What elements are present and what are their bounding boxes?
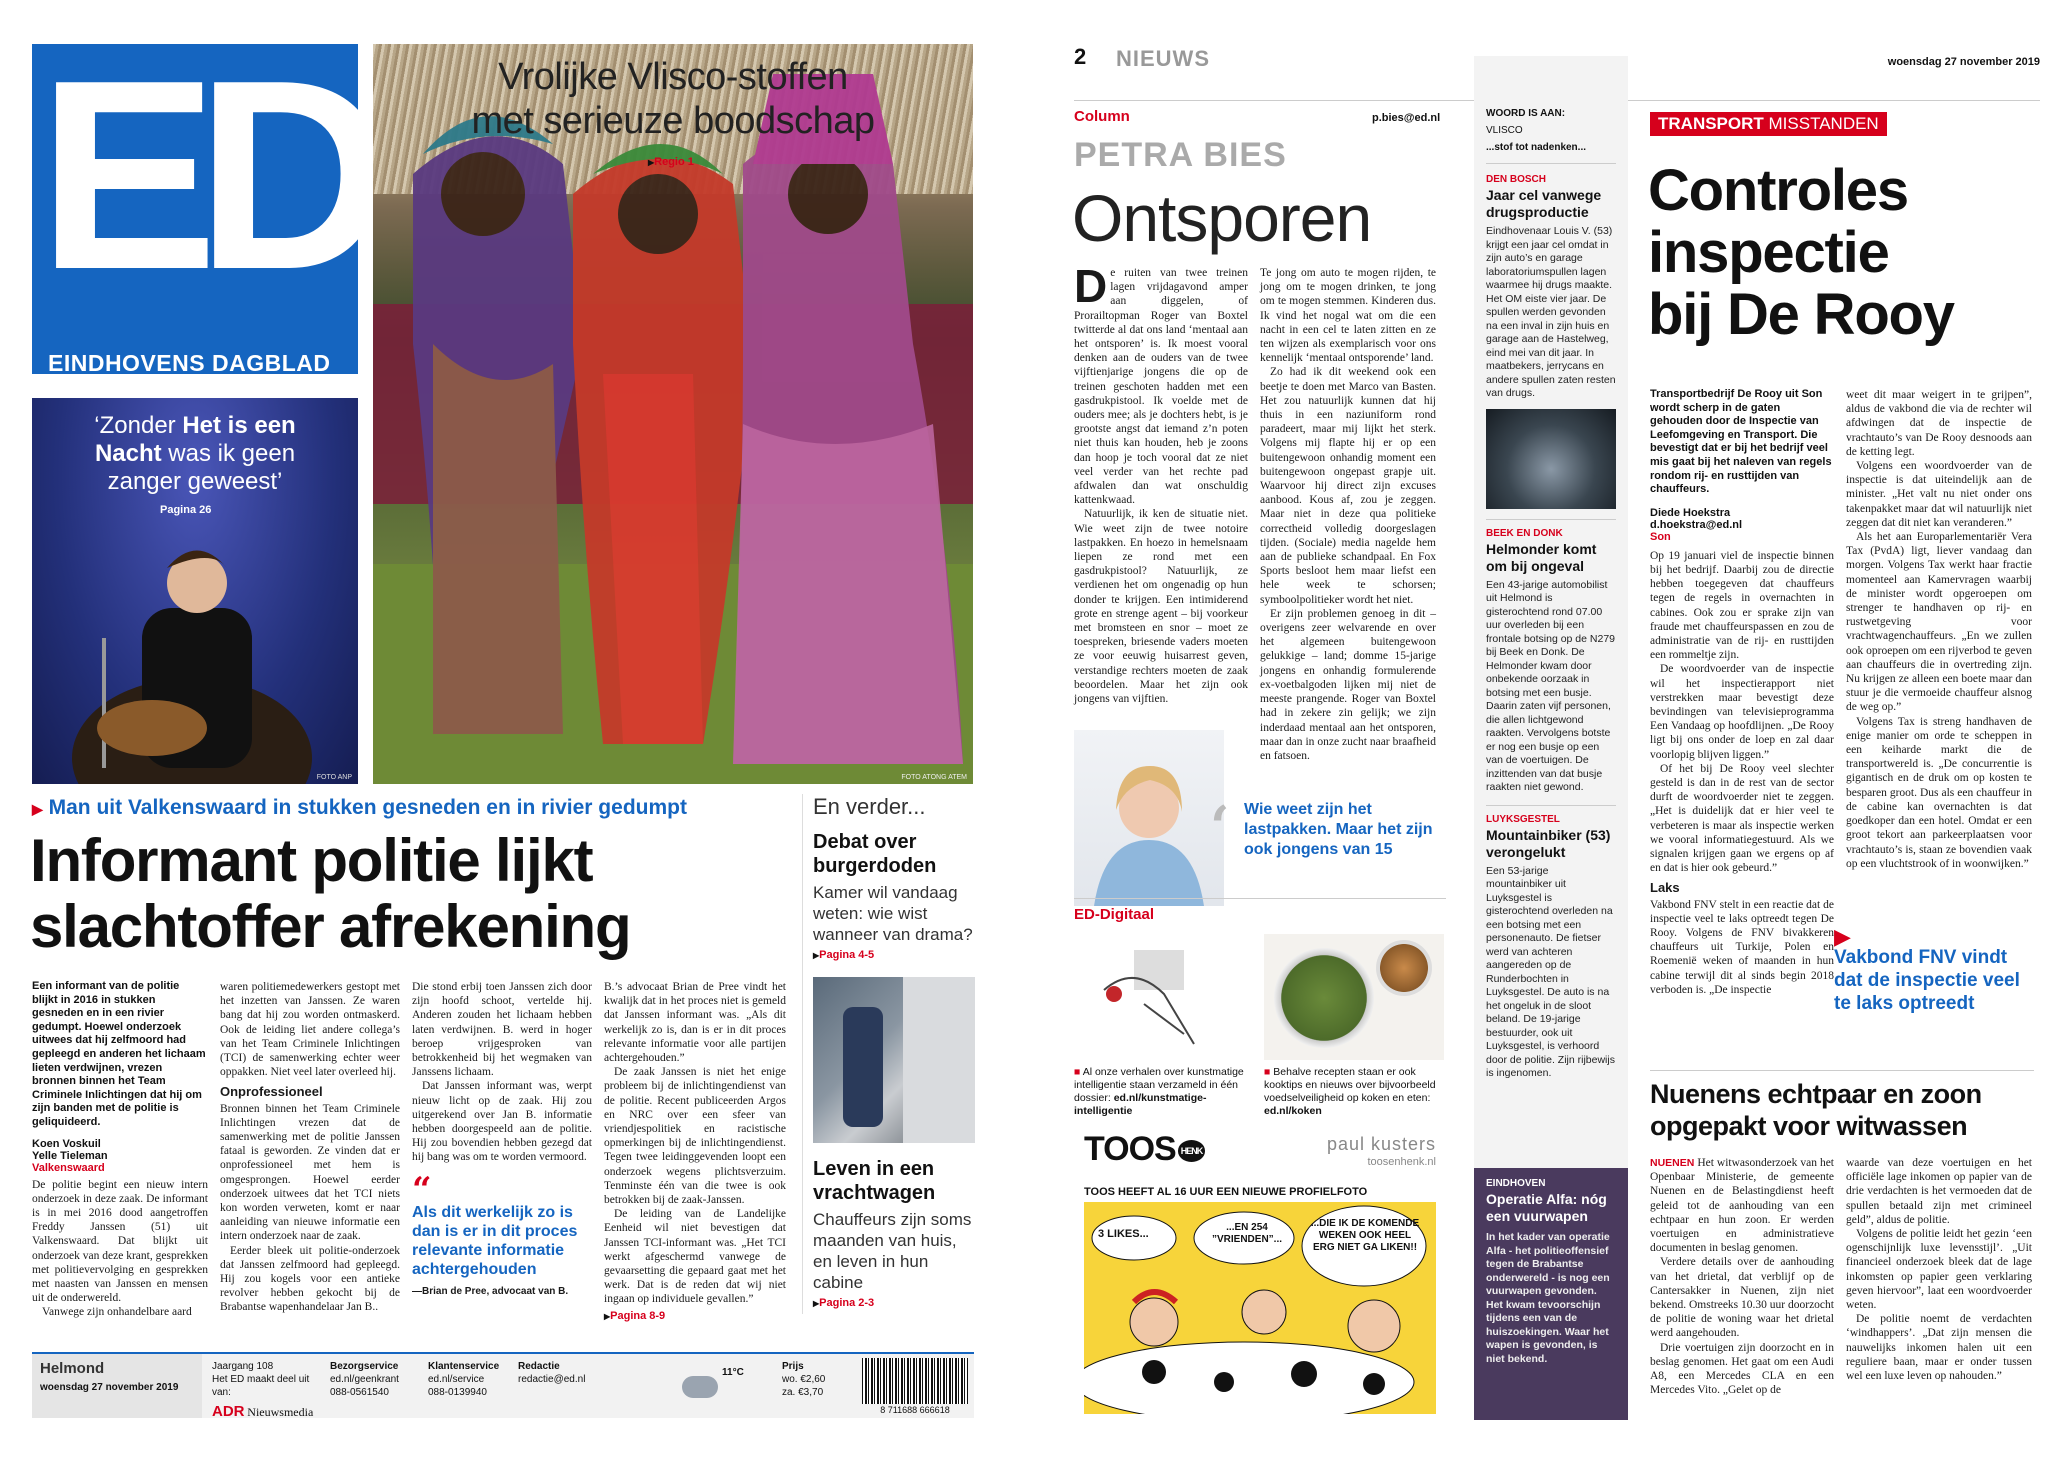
- brief-3-loc: LUYKSGESTEL: [1486, 813, 1560, 825]
- brief-1-loc: DEN BOSCH: [1486, 174, 1547, 185]
- transport-quote: ▶ Vakbond FNV vindt dat de inspectie veel te laks optreedt: [1834, 924, 2020, 1014]
- adr-logo: ADR Nieuwsmedia: [212, 1403, 314, 1420]
- brief-1-photo: [1486, 409, 1616, 509]
- main-col-4: B.’s advocaat Brian de Pree vindt het kwalijk dat in het proces niet is gemeld dat Janssen informant was. „Als dit werkelijk zo is, dan is er in dit proces relevante informatie voor alle partijen achtergehouden.” De zaak Janssen is niet het enige probleem bij de inlichtingendienst van de politie. Recent publiceerden Argos en NRC over een sfeer van vriendjespolitiek en racistische opmerkingen bij de inlichtingendienst. Tegen twee leidinggevenden loopt een onderzoek wegens plichtsverzuim. Tenminste één van die twee is ook betrokken bij de zaak-Janssen. De leiding van de Landelijke Eenheid wil niet bevestigen dat Janssen TCI-informant was. „Het TCI werkt afgeschermd vanwege de gevaarsetting die gepaard gaat met het werk. Dat is de reden dat wij niet ingaan op individuele gevallen.” ▶ Pagina 8-9: [604, 980, 786, 1324]
- transport-author: Diede Hoekstra: [1650, 506, 1731, 519]
- barcode: [862, 1358, 968, 1404]
- digitaal-image-2: [1264, 934, 1444, 1060]
- column-email[interactable]: p.bies@ed.nl: [1372, 112, 1441, 124]
- brief-2-loc: BEEK EN DONK: [1486, 527, 1563, 539]
- main-kicker: ▶ Man uit Valkenswaard in stukken gesneden en in rivier gedumpt: [32, 796, 687, 819]
- brief-4-loc: EINDHOVEN: [1486, 1178, 1546, 1189]
- comic-panel: [1084, 1202, 1436, 1414]
- transport-lead: Transportbedrijf De Rooy uit Son wordt scherp in de gaten gehouden door de Inspectie van Leefomgeving en Transport. Die bevestigt dat er bij het bedrijf veel mis gaat bij het naleven van regels rondom rij- en rusttijden van chauffeurs.: [1650, 388, 1832, 496]
- front-footer: Helmond woensdag 27 november 2019 Jaargang 108 Het ED maakt deel uit van: ADR Nieuwsmedia Bezorgservice ed.nl/geenkrant 088-0561540 Klantenservice ed.nl/service 088-0139940 Redactie redactie@ed.nl 11°C Prijs wo. €2,60 za. €3,70 8 711688 666618: [32, 1352, 974, 1418]
- hero-title-1: Vrolijke Vlisco-stoffen: [498, 56, 848, 98]
- teaser-quote: ‘Zonder Het is een Nacht was ik geen zanger geweest’: [94, 412, 296, 495]
- verder-ref1[interactable]: ▶ Pagina 4-5: [813, 949, 974, 961]
- woord-who: VLISCO: [1486, 125, 1523, 136]
- main-author-1: Koen Voskuil: [32, 1137, 101, 1150]
- logo-name: EINDHOVENS DAGBLAD: [48, 350, 331, 376]
- brief-4-box[interactable]: [1474, 1168, 1628, 1420]
- briefs-column: [1474, 56, 1628, 1420]
- main-lead: Een informant van de politie blijkt in 2016 in stukken gesneden en in een rivier gedumpt. Hoewel onderzoek uitwees dat hij zelfmoord had gepleegd en anderen het lichaam lieten verdwijnen, vrezen bronnen binnen het Team Criminele Inlichtingen dat hij om zijn banden met de politie is geliquideerd.: [32, 980, 206, 1128]
- nuenen-col-2: waarde van deze voertuigen en het officiële lage inkomen op papier van de drie verdachten is het vermoeden dat de spullen betaald zijn met crimineel geld”, aldus de politie. Volgens de politie leidt het gezin ‘een ogenschijnlijk luxe levensstijl’. „Uit financieel onderzoek bleek dat de lage inkomsten op papier geen verklaring geven hiervoor”, laat een woordvoerder weten. De politie noemt de verdachten ‘windhappers’. „Dat zijn mensen die nauwelijks inkomen halen uit een reguliere baan, maar er onder tussen wel een luxe leven op nahouden.”: [1846, 1157, 2032, 1383]
- nuenen-col-1: NUENEN Het witwasonderzoek van het Openbaar Ministerie, de gemeente Nuenen en de Belastingdienst heeft geleid tot de aanhouding van een echtpaar en hun zoon. Er werden voertuigen en administratieve documenten in beslag genomen. Verdere details over de aanhouding van het drietal, dat verblijf op de Cantersakker in Nuenen, zijn niet bekend. Omstreeks 10.30 uur doorzocht de politie de woning waar het drietal werd aangehouden. Drie voertuigen zijn doorzocht en in beslag genomen. Het gaat om een Audi A8, een Mercedes CLA en een Mercedes Vito. „Gelet op de: [1650, 1157, 1834, 1397]
- verder-t1: Kamer wil vandaag weten: wie wist wanneer van drama?: [813, 883, 973, 944]
- page-date: woensdag 27 november 2019: [1887, 56, 2040, 68]
- teaser-credit: FOTO ANP: [316, 774, 352, 781]
- comic-bubble-1: 3 LIKES...: [1098, 1228, 1149, 1240]
- main-subhead: Onprofessioneel: [220, 1084, 323, 1100]
- brief-3-head[interactable]: Mountainbiker (53) verongelukt: [1486, 826, 1611, 860]
- hero-title-2: met serieuze boodschap: [471, 100, 875, 142]
- column-title: Ontsporen: [1072, 181, 1372, 255]
- ed-logo: [32, 25, 370, 376]
- dropcap: D: [1074, 260, 1108, 312]
- main-col-3: Die stond erbij toen Janssen zich door zijn hoofd schoot, vertelde hij. Anderen zouden het lichaam hebben laten verdwijnen. B. werd in hoger beroep vrijgesproken van betrokkenheid bij het wegmaken van Janssens lichaam. Dat Janssen informant was, werpt nieuw licht op de zaak. Hij zou uitgerekend over Jan B. informatie hebben doorgespeeld aan de politie. Hij zou bovendien hebben gezegd dat hij bang was om te worden vermoord. “ Als dit werkelijk zo is dan is er in dit proces relevante informatie achtergehouden —Brian de Pree, advocaat van B.: [412, 980, 592, 1299]
- woord-quote: ...stof tot nadenken...: [1486, 142, 1587, 153]
- hero-photo: [373, 44, 973, 784]
- comic-site: toosenhenk.nl: [1367, 1156, 1436, 1168]
- brief-2-head[interactable]: Helmonder komt om bij ongeval: [1486, 540, 1597, 574]
- weather-icon: [682, 1376, 718, 1398]
- verder-photo: [813, 977, 975, 1143]
- main-col-2: waren politiemedewerkers gestopt met het inzetten van Janssen. Ze waren bang dat hij zou worden ontmaskerd. Ook de leiding liet andere collega’s van het Team Criminele Inlichtingen (TCI) de samenwerking echter weer oppakken. Niet veel later overleed hij. Onprofessioneel Bronnen binnen het Team Criminele Inlichtingen vrezen dat de samenwerking met de politie Janssen fataal is geworden. Ze vinden dat er onprofessioneel met hem is omgesprongen. Hoewel eerder onderzoek uitwees dat het TCI niets kon worden verweten, komt er naar aanleiding van nieuwe informatie een intern onderzoek naar de zaak. Eerder bleek uit politie-onderzoek dat Janssen zelfmoord had gepleegd. Hij zou kogels voor een antieke revolver hebben gekocht bij de Brabantse wapenhandelaar Jan B..: [220, 981, 400, 1314]
- main-col-1: Een informant van de politie blijkt in 2016 in stukken gesneden en in een rivier gedumpt. Hoewel onderzoek uitwees dat hij zelfmoord had gepleegd en anderen het lichaam lieten verdwijnen, vrezen bronnen binnen het Team Criminele Inlichtingen dat hij om zijn banden met de politie is geliquideerd. Koen Voskuil Yelle Tieleman Valkenswaard De politie begint een nieuw intern onderzoek in deze zaak. De informant is in mei 2016 dood aangetroffen Freddy Janssen (51) uit Valkenswaard. Dat blijkt uit onderzoek van deze krant, gesprekken met politievervolging en gesprekken met naasten van Janssen en mensen uit de onderwereld. Vanwege zijn onhandelbare aard: [32, 980, 208, 1319]
- comic-bubble-2: ...EN 254 ”VRIENDEN”...: [1211, 1222, 1282, 1245]
- column-col-1: De ruiten van twee treinen lagen vrijdagavond amper aan diggelen, of Prorailtopman Roger van Boxtel twitterde al dat ons land ‘mentaal aan het ontsporen’ is. Ik moest vooral denken aan de ouders van de twee vijftienjarige jongens die op de treinen geschoten hadden met een gasdrukpistool. Ik voelde met de ouders mee; als je dochters hebt, is je grootste angst dat iemand z’n poten niet thuis kan houden, heb je zoons dan hoop je toch vooral dat ze niet veel verder van het rechte pad afdwalen dan wat onschuldig kattenkwaad. Natuurlijk, ik ken de situatie niet. Wie weet zijn de twee notoire lastpakken. En hoezo in hemelsnaam liepen ze rond met een gasdrukpistool? Natuurlijk, ze verdienen het om ongenadig op hun donder te krijgen. Een intimiderend grote en strenge agent – bij voorkeur met bromsteen en snor – moet ze toespreken, briesende vaders moeten ze voor eeuwig huisarrest geven, verstandige rechters moeten de zaak beoordelen. Maar het zijn ook jongens van vijftien.: [1074, 260, 1248, 706]
- main-author-2: Yelle Tieleman: [32, 1149, 108, 1162]
- comic: [1084, 1130, 1436, 1420]
- nuenen-headline: Nuenens echtpaar en zoon opgepakt voor witwassen: [1650, 1079, 1982, 1141]
- footer-temp: 11°C: [722, 1367, 744, 1378]
- digitaal-label: ED-Digitaal: [1074, 906, 1155, 923]
- comic-bubble-3: ...DIE IK DE KOMENDE WEKEN OOK HEEL ERG NIET GA LIKEN!!: [1310, 1218, 1420, 1253]
- digitaal-image-1: [1074, 934, 1252, 1060]
- transport-email[interactable]: d.hoekstra@ed.nl: [1650, 518, 1743, 531]
- verder-h1[interactable]: Debat over burgerdoden: [813, 831, 937, 877]
- verder-t2: Chauffeurs zijn soms maanden van huis, en leven in hun cabine: [813, 1210, 972, 1292]
- brief-4-text: In het kader van operatie Alfa - het politieoffensief tegen de Brabantse onderwereld - is nog een vuurwapen gevonden. Het kwam tevoorschijn tijdens een van de huiszoekingen. Waar het wapen is gevonden, is niet bekend.: [1486, 1231, 1610, 1365]
- page-number: 2: [1074, 44, 1087, 69]
- teaser-ref[interactable]: Pagina 26: [160, 504, 212, 516]
- hero-credit: FOTO ATONG ATEM: [901, 774, 967, 781]
- hero-ref[interactable]: ▶ Regio 1: [648, 156, 694, 168]
- news-page: [1060, 0, 2048, 1470]
- transport-place: Son: [1650, 530, 1671, 543]
- digitaal-caption-2: ■ Behalve recepten staan er ook kooktips en nieuws over bijvoorbeeld voedselveiligheid op koken en eten: ed.nl/koken: [1264, 1066, 1436, 1117]
- barcode-number: 8 711688 666618: [880, 1405, 950, 1415]
- section-name: NIEUWS: [1116, 46, 1210, 71]
- verder-h2[interactable]: Leven in een vrachtwagen: [813, 1158, 936, 1204]
- verder-title: En verder...: [813, 794, 926, 819]
- front-page: [0, 0, 1000, 1470]
- brief-2-text: Een 43-jarige automobilist uit Helmond is gisterochtend rond 07.00 uur overleden bij een frontale botsing op de N279 bij Beek en Donk. De Helmonder kwam door onbekende oorzaak in botsing met een busje. Daarin zaten vijf personen, die allen lichtgewond raakten. Vervolgens botste er nog een busje op een van de voertuigen. De inzittenden van dat busje raakten niet gewond.: [1486, 578, 1616, 793]
- brief-1-text: Eindhovenaar Louis V. (53) krijgt een jaar cel omdat in zijn auto’s en garage laboratoriumspullen lagen waarmee hij drugs maakte. Het OM eiste vier jaar. De spullen werden gevonden na een inval in zijn huis en garage aan de Hastelweg, eind mei van dit jaar. In maatbekers, jerrycans en andere spullen zaten resten van drugs.: [1486, 225, 1616, 399]
- logo-letters: ED: [38, 25, 370, 326]
- transport-label: TRANSPORT MISSTANDEN: [1650, 112, 1887, 136]
- digitaal-caption-1: ■ Al onze verhalen over kunstmatige intelligentie staan verzameld in één dossier: ed.nl/kunstmatige-intelligentie: [1074, 1066, 1244, 1117]
- transport-col-2: weet dit maar weigert in te grijpen”, aldus de vakbond die via de rechter wil afdwingen dat de inspectie de vrachtauto’s van De Rooy desnoods aan de ketting legt. Volgens een woordvoerder van de inspectie is dat uiteindelijk aan de minister. „Het valt nu niet onder ons takenpakket maar dat wil natuurlijk niet zeggen dat dit niet kan veranderen.” Als het aan Europarlementariër Vera Tax (PvdA) ligt, liever vandaag dan morgen. Volgens Tax werkt haar fractie momenteel aan Kamervragen waarbij de minister wordt opgeroepen om strenger te handhaven op rij- en rustwetgeving voor vrachtwagenchauffeurs. „En we zullen ook oproepen om een rijverbod te geven aan chauffeurs die in overtreding zijn. Nu krijgen ze alleen een boete maar dan stuur je die vermoeide chauffeur alsnog de weg op.” Volgens Tax is streng handhaven de enige manier om orde te scheppen in een keiharde markt die de transportwereld is. „De concurrentie is gigantisch en de druk om op kosten te besparen groot. Dus als een chauffeur in de cabine kan overnachten is dat goedkoper dan een hotel. Omdat er een groot tekort aan parkeerplaatsen voor vrachtauto’s is, staan ze bovendien vaak op een vluchtstrook of in woonwijken.”: [1846, 389, 2032, 870]
- main-headline: Informant politie lijkt slachtoffer afrekening: [30, 827, 631, 960]
- verder-ref2[interactable]: ▶ Pagina 2-3: [813, 1297, 974, 1309]
- column-photo: [1074, 730, 1224, 906]
- brief-4-head: Operatie Alfa: nóg een vuurwapen: [1486, 1191, 1607, 1224]
- main-ref[interactable]: ▶ Pagina 8-9: [604, 1309, 786, 1324]
- main-pullquote: “ Als dit werkelijk zo is dan is er in dit proces relevante informatie achtergehouden —Brian de Pree, advocaat van B.: [412, 1169, 578, 1297]
- transport-col-1: Transportbedrijf De Rooy uit Son wordt scherp in de gaten gehouden door de Inspectie van Leefomgeving en Transport. Die bevestigt dat er bij het bedrijf veel mis gaat bij het naleven van regels rondom rij- en rusttijden van chauffeurs. Diede Hoekstra d.hoekstra@ed.nl Son Op 19 januari viel de inspectie binnen bij het bedrijf. Daarbij zou de directie hebben toegegeven dat chauffeurs tegen de regels in overnachten in cabines. Ook zou er sprake zijn van fraude met chauffeurspassen en zou de administratie van de rij- en rusttijden een rommeltje zijn. De woordvoerder van de inspectie wil het inspectierapport niet verstrekken maar bevestigt deze bevindingen van televisieprogramma Een Vandaag op hoofdlijnen. „De Rooy ligt bij ons onder de loep en zal daar voorlopig blijven liggen.” Of het bij De Rooy veel slechter gesteld is dan in de rest van de sector durft de woordvoerder niet te zeggen. „Het is duidelijk dat er hier veel te verbeteren is maar als inspectie werken we vooral informatiegestuurd. Als we signalen krijgen gaan we ergens op af en dat is hier ook gebeurd.” Laks Vakbond FNV stelt in een reactie dat de inspectie veel te laks optreedt tegen De Rooy. Volgens de FNV bivakkeren chauffeurs uit Turkije, Polen en Roemenië weken of maanden in hun cabine terwijl dit al sinds begin 2018 verboden is. „De inspectie: [1650, 388, 1834, 996]
- transport-subhead: Laks: [1650, 880, 1680, 896]
- comic-brand: TOOS: [1084, 1130, 1176, 1168]
- nuenen-loc: NUENEN: [1650, 1157, 1695, 1169]
- brief-1-head[interactable]: Jaar cel vanwege drugsproductie: [1486, 187, 1602, 220]
- comic-brand-2: HENK: [1178, 1140, 1206, 1162]
- footer-edition: Helmond: [40, 1360, 105, 1377]
- verder-column: [802, 794, 974, 1314]
- comic-caption: TOOS HEEFT AL 16 UUR EEN NIEUWE PROFIELFOTO: [1084, 1186, 1368, 1198]
- comic-author: paul kusters: [1326, 1134, 1436, 1154]
- woord-heading: WOORD IS AAN:: [1486, 108, 1566, 119]
- main-place: Valkenswaard: [32, 1161, 105, 1174]
- column-label: Column: [1074, 108, 1130, 125]
- footer-date: woensdag 27 november 2019: [40, 1382, 179, 1393]
- teaser-box[interactable]: [32, 398, 358, 784]
- column-quote: ‘ Wie weet zijn het lastpakken. Maar het zijn ook jongens van 15: [1210, 794, 1433, 860]
- brief-3-text: Een 53-jarige mountainbiker uit Luyksgestel is gisterochtend overleden na een botsing met een personenauto. De fietser werd van achteren aangereden op de Runderbochten in Luyksgestel. De auto is na het ongeluk in de sloot beland. De 19-jarige bestuurder, ook uit Luyksgestel, is verhoord door de politie. Zijn rijbewijs is ingenomen.: [1486, 864, 1615, 1079]
- column-col-2: Te jong om auto te mogen rijden, te jong om te mogen drinken, te jong om te mogen stemmen. Kinderen dus. Ik vind het nogal wat om die een nacht in een cel te laten zitten en ze ten wijzen als exemplarisch voor ons kennelijk ‘mentaal ontsporende’ land. Zo had ik dit weekend ook een beetje te doen met Marco van Basten. Het zou natuurlijk kunnen dat hij thuis in een naziuniform rond paradeert, maar mij lijkt het sterk. Volgens mij flapte hij er op een buitengewoon onhandig moment een buitengewoon ongepast grapje uit. Waarvoor hij direct zijn excuses aanbood. Kous af, zou je zeggen. Maar niet in deze qua politieke correctheid volledig doorgeslagen tijden. (Sociale) media nagelde hem aan de publieke schandpaal. En Fox Sports besloot hem maar liefst een hele week te schorsen; symboolpolitieker wordt het niet. Er zijn problemen genoeg in dit – overigens zeer welvarende en over het algemeen buitengewoon gelukkige – land; domme 15-jarige jongens en onhandig formulerende ex-voetbalgoden lijken mij niet de meeste prangende. Roger van Boxtel had in zekere zin gelijk; we zijn inderdaad mentaal aan het ontsporen, maar dan in onze zucht naar braafheid en fatsoen.: [1260, 267, 1436, 762]
- transport-headline: Controles inspectie bij De Rooy: [1648, 158, 1954, 347]
- column-author: PETRA BIES: [1074, 136, 1287, 174]
